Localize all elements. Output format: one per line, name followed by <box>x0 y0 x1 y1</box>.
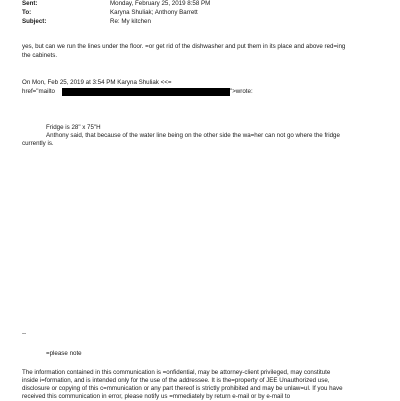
reply-line-1: yes, but can we run the lines under the floor. =or get rid of the dishwasher and put them in its place and above red=ing <box>22 43 346 50</box>
disclaimer-line-2: inside i=formation, and is intended only for the use of the addressee. It is the=property of JEE Unauthorized use, <box>22 377 330 384</box>
anthony-line-2: currently is. <box>22 140 54 147</box>
quote-wrote-suffix: ">wrote: <box>230 88 253 95</box>
sent-label: Sent: <box>22 0 38 7</box>
redaction-bar <box>62 88 230 96</box>
sent-row <box>22 0 210 8</box>
subject-value: Re: My kitchen <box>110 18 151 25</box>
subject-row <box>22 18 151 26</box>
to-label: To: <box>22 9 32 16</box>
disclaimer-line-4: received this communication in error, please notify us =mmediately by return e-mail or by e-mail to <box>22 393 291 400</box>
mailto-prefix: href="mailto <box>22 88 55 95</box>
anthony-line-1: Anthony said, that because of the water line being on the other side the wa=her can not go where the fridge <box>46 132 340 139</box>
disclaimer-line-3: disclosure or copying of this c=mmunication or any part thereof is strictly prohibited and may be unlaw=ul. If you have <box>22 385 343 392</box>
to-row <box>22 9 198 17</box>
quote-header-line-1: On Mon, Feb 25, 2019 at 3:54 PM Karyna Shuliak <<= <box>22 79 172 86</box>
to-value: Karyna Shuliak; Anthony Barrett <box>110 9 198 16</box>
quote-header-line-2 <box>22 88 55 96</box>
sent-value: Monday, February 25, 2019 8:58 PM <box>110 0 211 7</box>
signature-dashes: -- <box>22 330 27 337</box>
fridge-line: Fridge is 28" x 75"H <box>46 124 101 131</box>
reply-line-2: the cabinets. <box>22 52 58 59</box>
please-note-line: =please note <box>46 350 82 357</box>
subject-label: Subject: <box>22 18 47 25</box>
disclaimer-line-1: The information contained in this communication is =onfidential, may be attorney-client privileged, may constitute <box>22 369 331 376</box>
